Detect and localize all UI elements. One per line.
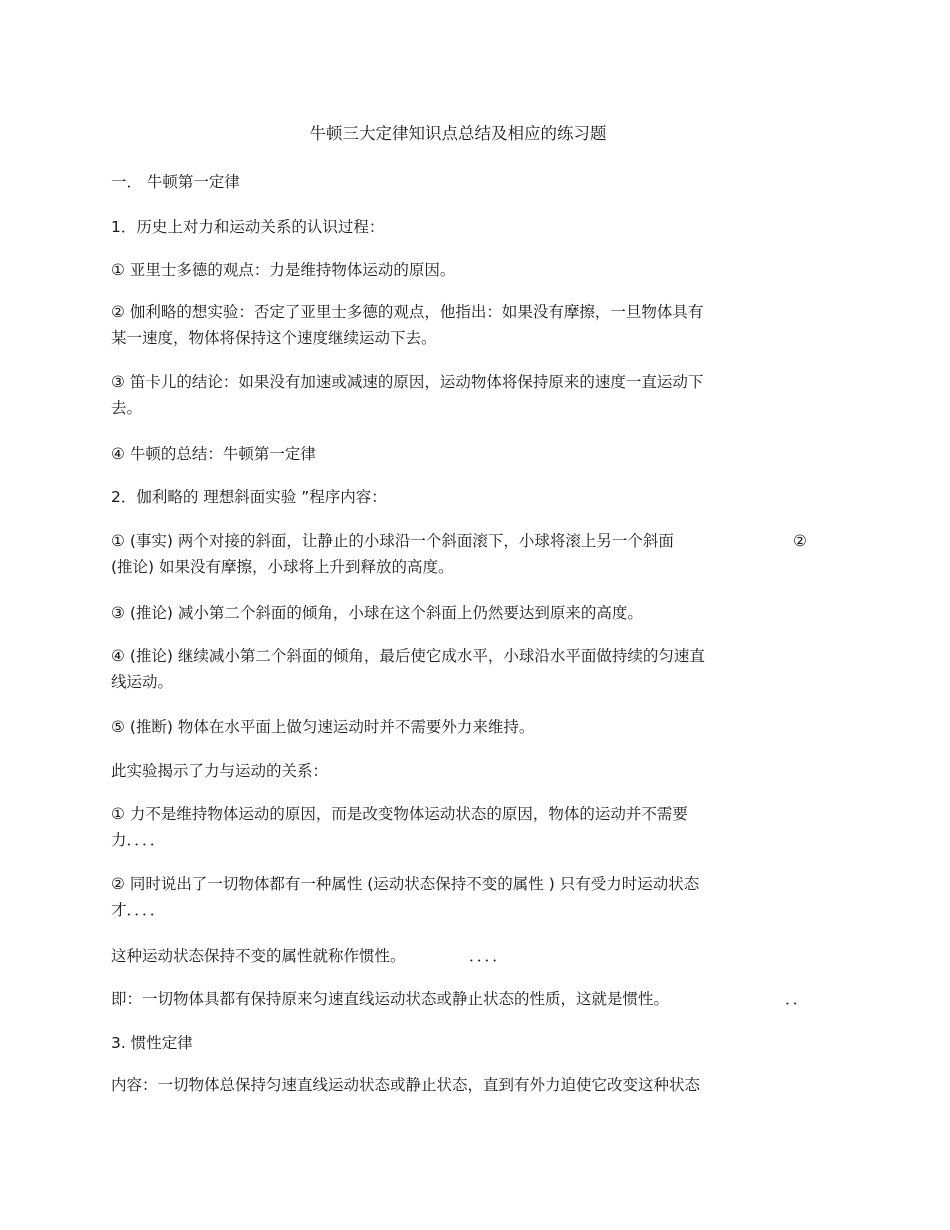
- item2-fact-line2: (推论) 如果没有摩擦，小球将上升到释放的高度。: [111, 558, 454, 576]
- reveal-heading: 此实验揭示了力与运动的关系：: [111, 762, 329, 780]
- item2-fact-text: ① (事实) 两个对接的斜面，让静止的小球沿一个斜面滚下，小球将滚上另一个斜面: [111, 532, 674, 550]
- inertia-summary: [111, 986, 823, 1012]
- inertia-definition-text: 这种运动状态保持不变的属性就称作惯性。: [111, 947, 406, 965]
- item2-inference-4: [111, 643, 811, 695]
- item1-galileo-line1: ② 伽利略的想实验：否定了亚里士多德的观点，他指出：如果没有摩擦，一旦物体具有: [111, 303, 704, 321]
- item2-inference-4-line1: ④ (推论) 继续减小第二个斜面的倾角，最后使它成水平，小球沿水平面做持续的匀速直: [111, 647, 705, 665]
- item1-descartes-line2: 去。: [111, 399, 143, 417]
- item2-fact: [111, 528, 823, 580]
- item1-heading: 1．历史上对力和运动关系的认识过程：: [111, 218, 385, 236]
- item2-fact-line1: [111, 528, 823, 554]
- reveal-point-2: [111, 871, 811, 923]
- document-title: 牛顿三大定律知识点总结及相应的练习题: [309, 124, 607, 143]
- inertia-definition: [111, 943, 811, 969]
- inertia-definition-dots: ．．．．: [469, 947, 508, 965]
- item1-descartes-line1: ③ 笛卡儿的结论：如果没有加速或减速的原因，运动物体将保持原来的速度一直运动下: [111, 373, 704, 391]
- inertia-summary-dots: ．．: [785, 990, 809, 1008]
- item2-fact-circled-2: ②: [793, 532, 807, 550]
- reveal-point-2-line1: ② 同时说出了一切物体都有一种属性 (运动状态保持不变的属性 ) 只有受力时运动状态: [111, 875, 700, 893]
- item1-newton-summary: ④ 牛顿的总结：牛顿第一定律: [111, 445, 316, 463]
- item1-galileo: [111, 299, 811, 351]
- section-heading-newton-first-law: 一． 牛顿第一定律: [111, 173, 240, 191]
- item2-heading: 2．伽利略的 理想斜面实验 ”程序内容：: [111, 488, 387, 506]
- inertia-summary-text: 即：一切物体具都有保持原来匀速直线运动状态或静止状态的性质，这就是惯性。: [111, 990, 670, 1008]
- reveal-point-1: [111, 801, 811, 853]
- item2-deduction-5: ⑤ (推断) 物体在水平面上做匀速运动时并不需要外力来维持。: [111, 718, 535, 736]
- item1-descartes: [111, 369, 811, 421]
- reveal-point-1-line1: ① 力不是维持物体运动的原因，而是改变物体运动状态的原因，物体的运动并不需要: [111, 805, 688, 823]
- item1-galileo-line2: 某一速度，物体将保持这个速度继续运动下去。: [111, 329, 437, 347]
- item1-aristotle: ① 亚里士多德的观点：力是维持物体运动的原因。: [111, 261, 456, 279]
- item2-inference-4-line2: 线运动。: [111, 673, 174, 691]
- item3-heading: 3. 惯性定律: [111, 1034, 193, 1052]
- reveal-point-2-line2: 才．．．．: [111, 901, 166, 919]
- item3-content: 内容：一切物体总保持匀速直线运动状态或静止状态，直到有外力迫使它改变这种状态: [111, 1076, 701, 1094]
- reveal-point-1-line2: 力．．．．: [111, 831, 166, 849]
- item2-inference-3: ③ (推论) 减小第二个斜面的倾角，小球在这个斜面上仍然要达到原来的高度。: [111, 604, 643, 622]
